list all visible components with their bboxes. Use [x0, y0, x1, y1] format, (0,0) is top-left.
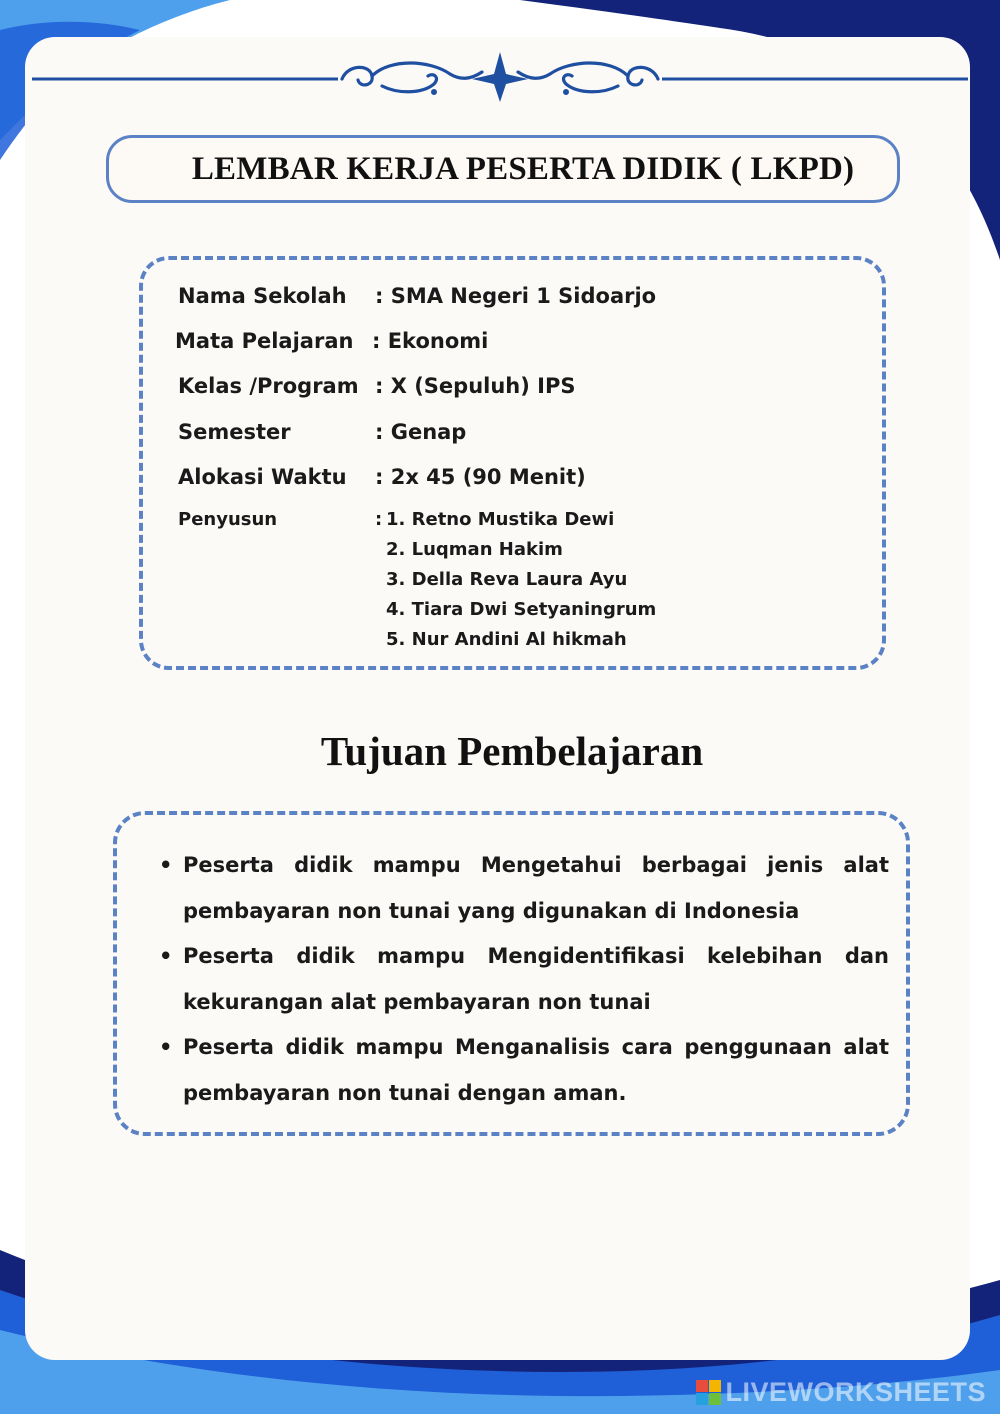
author-item: 1. Retno Mustika Dewi [386, 509, 615, 530]
time-value: : 2x 45 (90 Menit) [375, 465, 586, 489]
objective-text: Peserta didik mampu Menganalisis cara penggunaan alat pembayaran non tunai dengan aman. [183, 1035, 889, 1105]
objectives-panel [113, 811, 910, 1136]
bullet-icon: • [159, 853, 173, 877]
objective-item [159, 1025, 889, 1116]
class-value: : X (Sepuluh) IPS [375, 374, 576, 398]
bullet-icon: • [159, 944, 173, 968]
school-label: Nama Sekolah [178, 284, 347, 308]
page-title: LEMBAR KERJA PESERTA DIDIK ( LKPD) [191, 150, 855, 187]
ornament-divider-icon [30, 50, 970, 104]
identity-panel [139, 256, 886, 670]
author-item: 3. Della Reva Laura Ayu [386, 569, 628, 590]
watermark-text: LIVEWORKSHEETS [725, 1377, 986, 1407]
time-label: Alokasi Waktu [178, 465, 347, 489]
objective-item [159, 934, 889, 1025]
objective-text: Peserta didik mampu Mengidentifikasi kelebihan dan kekurangan alat pembayaran non tunai [183, 944, 889, 1014]
subject-value: : Ekonomi [372, 329, 489, 353]
title-banner [106, 135, 900, 203]
author-item: 2. Luqman Hakim [386, 539, 563, 560]
objective-item [159, 843, 889, 934]
semester-label: Semester [178, 420, 291, 444]
liveworksheets-logo-icon [696, 1380, 721, 1405]
document-card [25, 37, 970, 1360]
authors-colon: : [375, 509, 383, 530]
objectives-title: Tujuan Pembelajaran [320, 728, 704, 774]
objectives-list [159, 843, 889, 1116]
subject-label: Mata Pelajaran [175, 329, 354, 353]
authors-label: Penyusun [178, 509, 278, 530]
author-item: 4. Tiara Dwi Setyaningrum [386, 599, 657, 620]
bullet-icon: • [159, 1035, 173, 1059]
liveworksheets-watermark [696, 1377, 986, 1408]
school-value: : SMA Negeri 1 Sidoarjo [375, 284, 657, 308]
class-label: Kelas /Program [178, 374, 359, 398]
objective-text: Peserta didik mampu Mengetahui berbagai jenis alat pembayaran non tunai yang digunakan di Indonesia [183, 853, 889, 923]
author-item: 5. Nur Andini Al hikmah [386, 629, 627, 650]
semester-value: : Genap [375, 420, 467, 444]
